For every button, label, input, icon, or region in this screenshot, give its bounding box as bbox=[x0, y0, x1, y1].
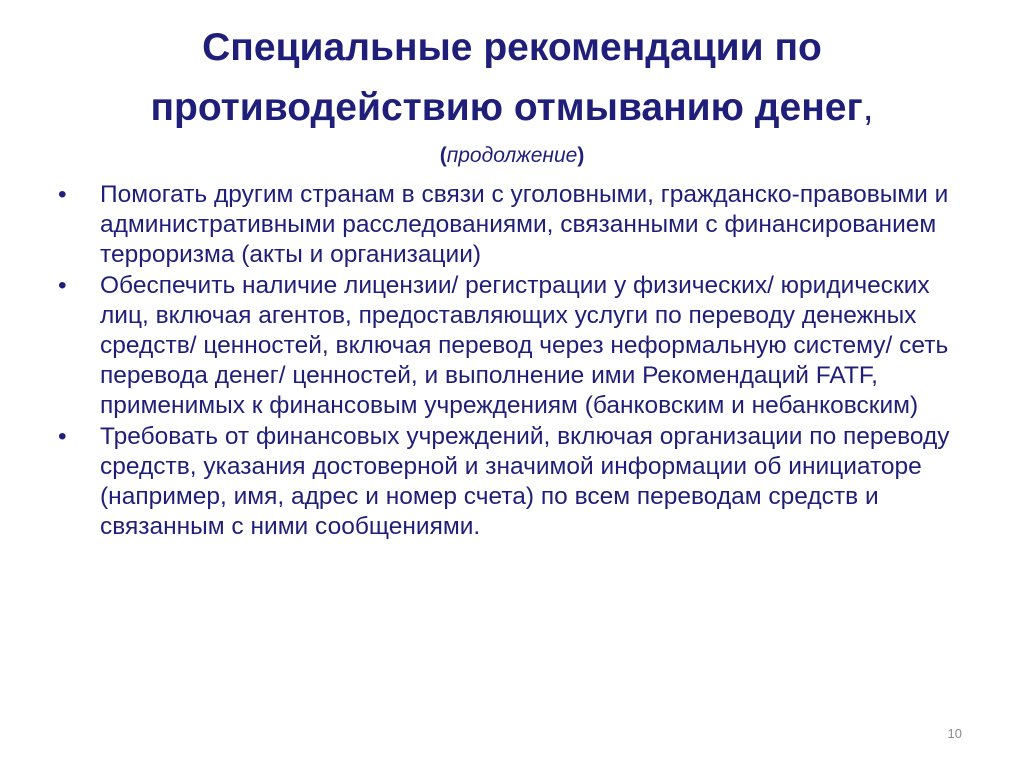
bullet-item bbox=[58, 271, 978, 420]
bullet-item bbox=[58, 180, 978, 269]
subtitle-close-paren: ) bbox=[577, 144, 585, 167]
bullet-dot-icon: • bbox=[58, 423, 67, 451]
bullet-item bbox=[58, 422, 978, 541]
bullet-dot-icon: • bbox=[58, 272, 67, 300]
bullet-text: Требовать от финансовых учреждений, включая организации по переводу средств, указания достоверной и значимой информации об инициаторе (например, имя, адрес и номер счета) по всем переводам средств и связанным с ними сообщениями. bbox=[100, 423, 950, 540]
slide-subtitle bbox=[0, 141, 1024, 171]
page-number: 10 bbox=[947, 726, 962, 741]
bullet-dot-icon: • bbox=[58, 181, 67, 208]
bullet-text: Обеспечить наличие лицензии/ регистрации у физических/ юридических лиц, включая агентов, предоставляющих услуги по переводу денежных средств/ ценностей, включая перевод через неформальную систему/ сеть перевода денег/ ценностей, и выполнение ими Рекомендаций FATF, применимых к финансовым учреждениям (банковским и небанковским) bbox=[100, 272, 949, 419]
bullet-text: Помогать другим странам в связи с уголовными, гражданско-правовыми и административными расследованиями, связанными с финансированием терроризма (акты и организации) bbox=[100, 181, 949, 268]
bullet-list bbox=[58, 180, 978, 544]
subtitle-open-paren: ( bbox=[439, 144, 447, 167]
subtitle-text: продолжение bbox=[446, 144, 578, 167]
title-line-1: Специальные рекомендации по bbox=[202, 26, 822, 69]
title-comma: , bbox=[862, 86, 874, 129]
title-line-2: противодействию отмыванию денег bbox=[150, 86, 863, 129]
slide-title bbox=[80, 18, 944, 138]
